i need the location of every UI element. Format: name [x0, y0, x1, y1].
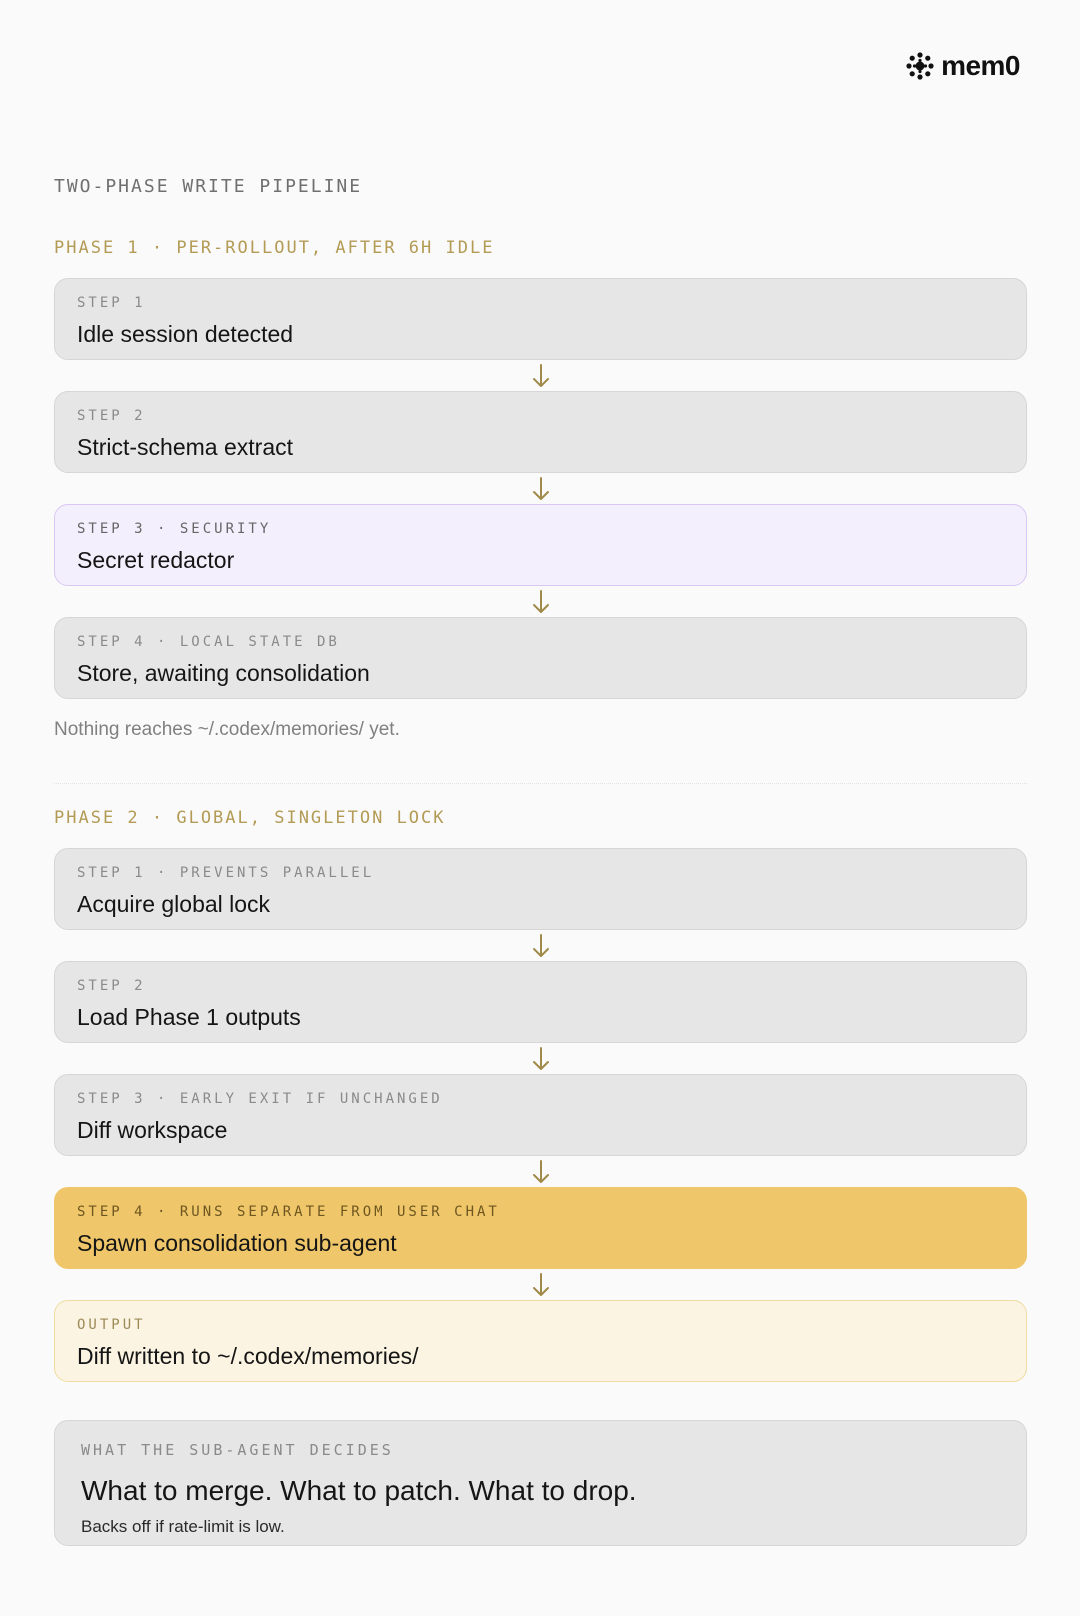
step-title: Strict-schema extract: [77, 434, 293, 460]
step-title: Store, awaiting consolidation: [77, 660, 370, 686]
down-arrow-icon: [54, 586, 1027, 617]
down-arrow-icon: [54, 1156, 1027, 1187]
logo: [905, 50, 1020, 82]
phase-1-step-4: [54, 617, 1027, 699]
step-title: Secret redactor: [77, 547, 235, 573]
phase-1-note: Nothing reaches ~/.codex/memories/ yet.: [54, 719, 400, 740]
section-title: TWO-PHASE WRITE PIPELINE: [54, 176, 363, 197]
phase-2-step-4-highlight: [54, 1187, 1027, 1269]
phase-1-step-3-security: [54, 504, 1027, 586]
phase-1-steps: [54, 278, 1027, 699]
phase-2-steps: [54, 848, 1027, 1382]
step-meta: STEP 3 · EARLY EXIT IF UNCHANGED: [77, 1091, 443, 1107]
phase-1-label: PHASE 1 · PER-ROLLOUT, AFTER 6H IDLE: [54, 238, 495, 258]
step-meta: STEP 1: [77, 295, 146, 311]
sub-agent-summary-card: [54, 1420, 1027, 1546]
step-meta: OUTPUT: [77, 1317, 146, 1333]
summary-title: What to merge. What to patch. What to drop.: [81, 1475, 637, 1506]
down-arrow-icon: [54, 473, 1027, 504]
phase-2-label: PHASE 2 · GLOBAL, SINGLETON LOCK: [54, 808, 446, 828]
phase-divider: [54, 783, 1027, 784]
step-meta: STEP 2: [77, 408, 146, 424]
phase-2-output: [54, 1300, 1027, 1382]
step-title: Spawn consolidation sub-agent: [77, 1230, 397, 1256]
mem0-logo-icon: [905, 51, 935, 81]
down-arrow-icon: [54, 930, 1027, 961]
step-title: Acquire global lock: [77, 891, 271, 917]
step-meta: STEP 4 · RUNS SEPARATE FROM USER CHAT: [77, 1204, 500, 1220]
step-meta: STEP 4 · LOCAL STATE DB: [77, 634, 340, 650]
step-meta: STEP 3 · SECURITY: [77, 521, 272, 537]
step-title: Diff written to ~/.codex/memories/: [77, 1343, 419, 1369]
logo-text: mem0: [941, 50, 1020, 81]
phase-1-step-1: [54, 278, 1027, 360]
step-meta: STEP 2: [77, 978, 146, 994]
down-arrow-icon: [54, 1043, 1027, 1074]
phase-2-step-2: [54, 961, 1027, 1043]
step-title: Diff workspace: [77, 1117, 228, 1143]
step-title: Idle session detected: [77, 321, 294, 347]
summary-subtext: Backs off if rate-limit is low.: [81, 1517, 285, 1536]
down-arrow-icon: [54, 360, 1027, 391]
phase-2-step-3: [54, 1074, 1027, 1156]
summary-meta: WHAT THE SUB-AGENT DECIDES: [81, 1441, 394, 1459]
phase-2-step-1: [54, 848, 1027, 930]
pipeline: [54, 176, 1027, 1546]
down-arrow-icon: [54, 1269, 1027, 1300]
step-title: Load Phase 1 outputs: [77, 1004, 301, 1030]
phase-1-step-2: [54, 391, 1027, 473]
step-meta: STEP 1 · PREVENTS PARALLEL: [77, 865, 375, 881]
